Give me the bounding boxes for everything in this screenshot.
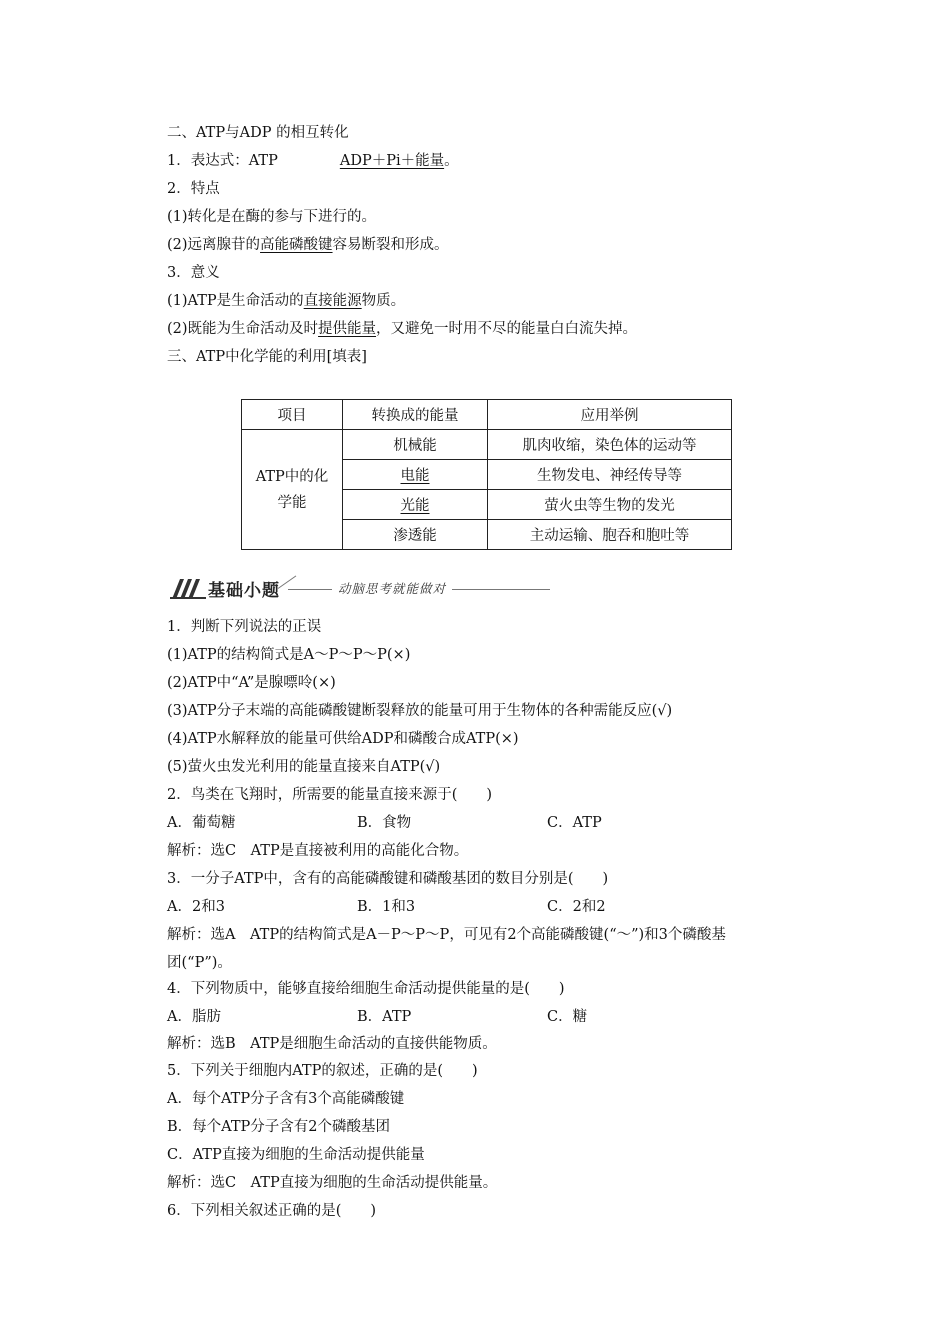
table-header-cell: 项目 — [242, 400, 343, 430]
options-row — [167, 813, 767, 833]
table-cell-energy: 渗透能 — [343, 520, 488, 550]
question-stem: 4．下列物质中，能够直接给细胞生命活动提供能量的是( ) — [167, 981, 565, 997]
meaning-2-pre: (2)既能为生命活动及时 — [167, 321, 319, 337]
option-b: B．ATP — [357, 1009, 412, 1025]
option-a: A．葡萄糖 — [167, 815, 236, 831]
atp-energy-table — [241, 399, 732, 550]
table-cell-example: 主动运输、胞吞和胞吐等 — [488, 520, 732, 550]
question-stem: 5．下列关于细胞内ATP的叙述，正确的是( ) — [167, 1063, 478, 1079]
section-banner — [170, 575, 550, 603]
table-cell-energy: 机械能 — [343, 430, 488, 460]
analysis: 解析：选C ATP是直接被利用的高能化合物。 — [167, 843, 469, 859]
judgement-item: (2)ATP中“A”是腺嘌呤(×) — [167, 675, 336, 691]
meaning-heading: 3．意义 — [167, 265, 220, 281]
option-a: A．2和3 — [167, 899, 225, 915]
option-c: C．ATP — [547, 815, 602, 831]
meaning-1-keyword: 直接能源 — [303, 293, 362, 309]
energy-answer: 电能 — [400, 468, 430, 484]
section-heading-2: 二、ATP与ADP 的相互转化 — [167, 125, 349, 141]
analysis: 解析：选A ATP的结构简式是A－P～P～P，可见有2个高能磷酸键(“～”)和3个磷酸基 — [167, 927, 726, 943]
question-stem: 2．鸟类在飞翔时，所需要的能量直接来源于( ) — [167, 787, 493, 803]
meaning-2-post: ，又避免一时用不尽的能量白白流失掉。 — [376, 321, 638, 337]
option-b: B．每个ATP分子含有2个磷酸基团 — [167, 1119, 390, 1135]
energy-answer: 光能 — [400, 498, 430, 514]
analysis: 解析：选B ATP是细胞生命活动的直接供能物质。 — [167, 1036, 497, 1052]
question-stem: 1．判断下列说法的正误 — [167, 619, 322, 635]
table-cell-energy — [343, 460, 488, 490]
merged-cell-line-1: ATP中的化 — [255, 468, 329, 485]
option-b: B．食物 — [357, 815, 412, 831]
option-b: B．1和3 — [357, 899, 416, 915]
table-header-row — [242, 400, 732, 430]
table-merged-cell — [242, 430, 343, 550]
table-cell-example: 生物发电、神经传导等 — [488, 460, 732, 490]
options-row — [167, 1007, 767, 1027]
banner-divider — [278, 575, 297, 588]
feature-1: (1)转化是在酶的参与下进行的。 — [167, 209, 377, 225]
banner-subtitle: 动脑思考就能做对 — [332, 579, 452, 597]
analysis-continued: 团(“P”)。 — [167, 955, 232, 971]
table-row — [242, 430, 732, 460]
expression-right: ADP＋Pi＋能量 — [339, 153, 445, 169]
judgement-item: (1)ATP的结构简式是A～P～P～P(×) — [167, 647, 411, 663]
meaning-2-keyword: 提供能量 — [318, 321, 377, 337]
question-stem: 3．一分子ATP中，含有的高能磷酸键和磷酸基团的数目分别是( ) — [167, 871, 609, 887]
option-c: C．ATP直接为细胞的生命活动提供能量 — [167, 1147, 425, 1163]
table-cell-example: 萤火虫等生物的发光 — [488, 490, 732, 520]
feature-2-keyword: 高能磷酸键 — [260, 237, 333, 253]
options-row — [167, 897, 767, 917]
judgement-item: (4)ATP水解释放的能量可供给ADP和磷酸合成ATP(×) — [167, 731, 519, 747]
stripes-icon — [170, 577, 208, 599]
option-c: C．2和2 — [547, 899, 606, 915]
meaning-2 — [167, 319, 637, 339]
table-cell-energy — [343, 490, 488, 520]
feature-2-post: 容易断裂和形成。 — [332, 237, 449, 253]
feature-heading: 2．特点 — [167, 181, 220, 197]
judgement-item: (5)萤火虫发光利用的能量直接来自ATP(√) — [167, 759, 441, 775]
table-header-cell: 应用举例 — [488, 400, 732, 430]
expression-end: 。 — [444, 153, 459, 169]
table-cell-example: 肌肉收缩，染色体的运动等 — [488, 430, 732, 460]
meaning-1-pre: (1)ATP是生命活动的 — [167, 293, 304, 309]
question-stem: 6．下列相关叙述正确的是( ) — [167, 1203, 377, 1219]
banner-title: 基础小题 — [208, 581, 280, 601]
table-header-cell: 转换成的能量 — [343, 400, 488, 430]
judgement-item: (3)ATP分子末端的高能磷酸键断裂释放的能量可用于生物体的各种需能反应(√) — [167, 703, 673, 719]
option-c: C．糖 — [547, 1009, 588, 1025]
feature-2 — [167, 235, 449, 255]
merged-cell-line-2: 学能 — [277, 494, 307, 511]
option-a: A．每个ATP分子含有3个高能磷酸键 — [167, 1091, 405, 1107]
meaning-1 — [167, 291, 405, 311]
analysis: 解析：选C ATP直接为细胞的生命活动提供能量。 — [167, 1175, 498, 1191]
meaning-1-post: 物质。 — [361, 293, 406, 309]
expression-line — [167, 151, 459, 171]
feature-2-pre: (2)远离腺苷的 — [167, 237, 261, 253]
option-a: A．脂肪 — [167, 1009, 221, 1025]
expression-left: 1．表达式：ATP — [167, 153, 278, 169]
section-heading-3: 三、ATP中化学能的利用[填表] — [167, 349, 367, 365]
